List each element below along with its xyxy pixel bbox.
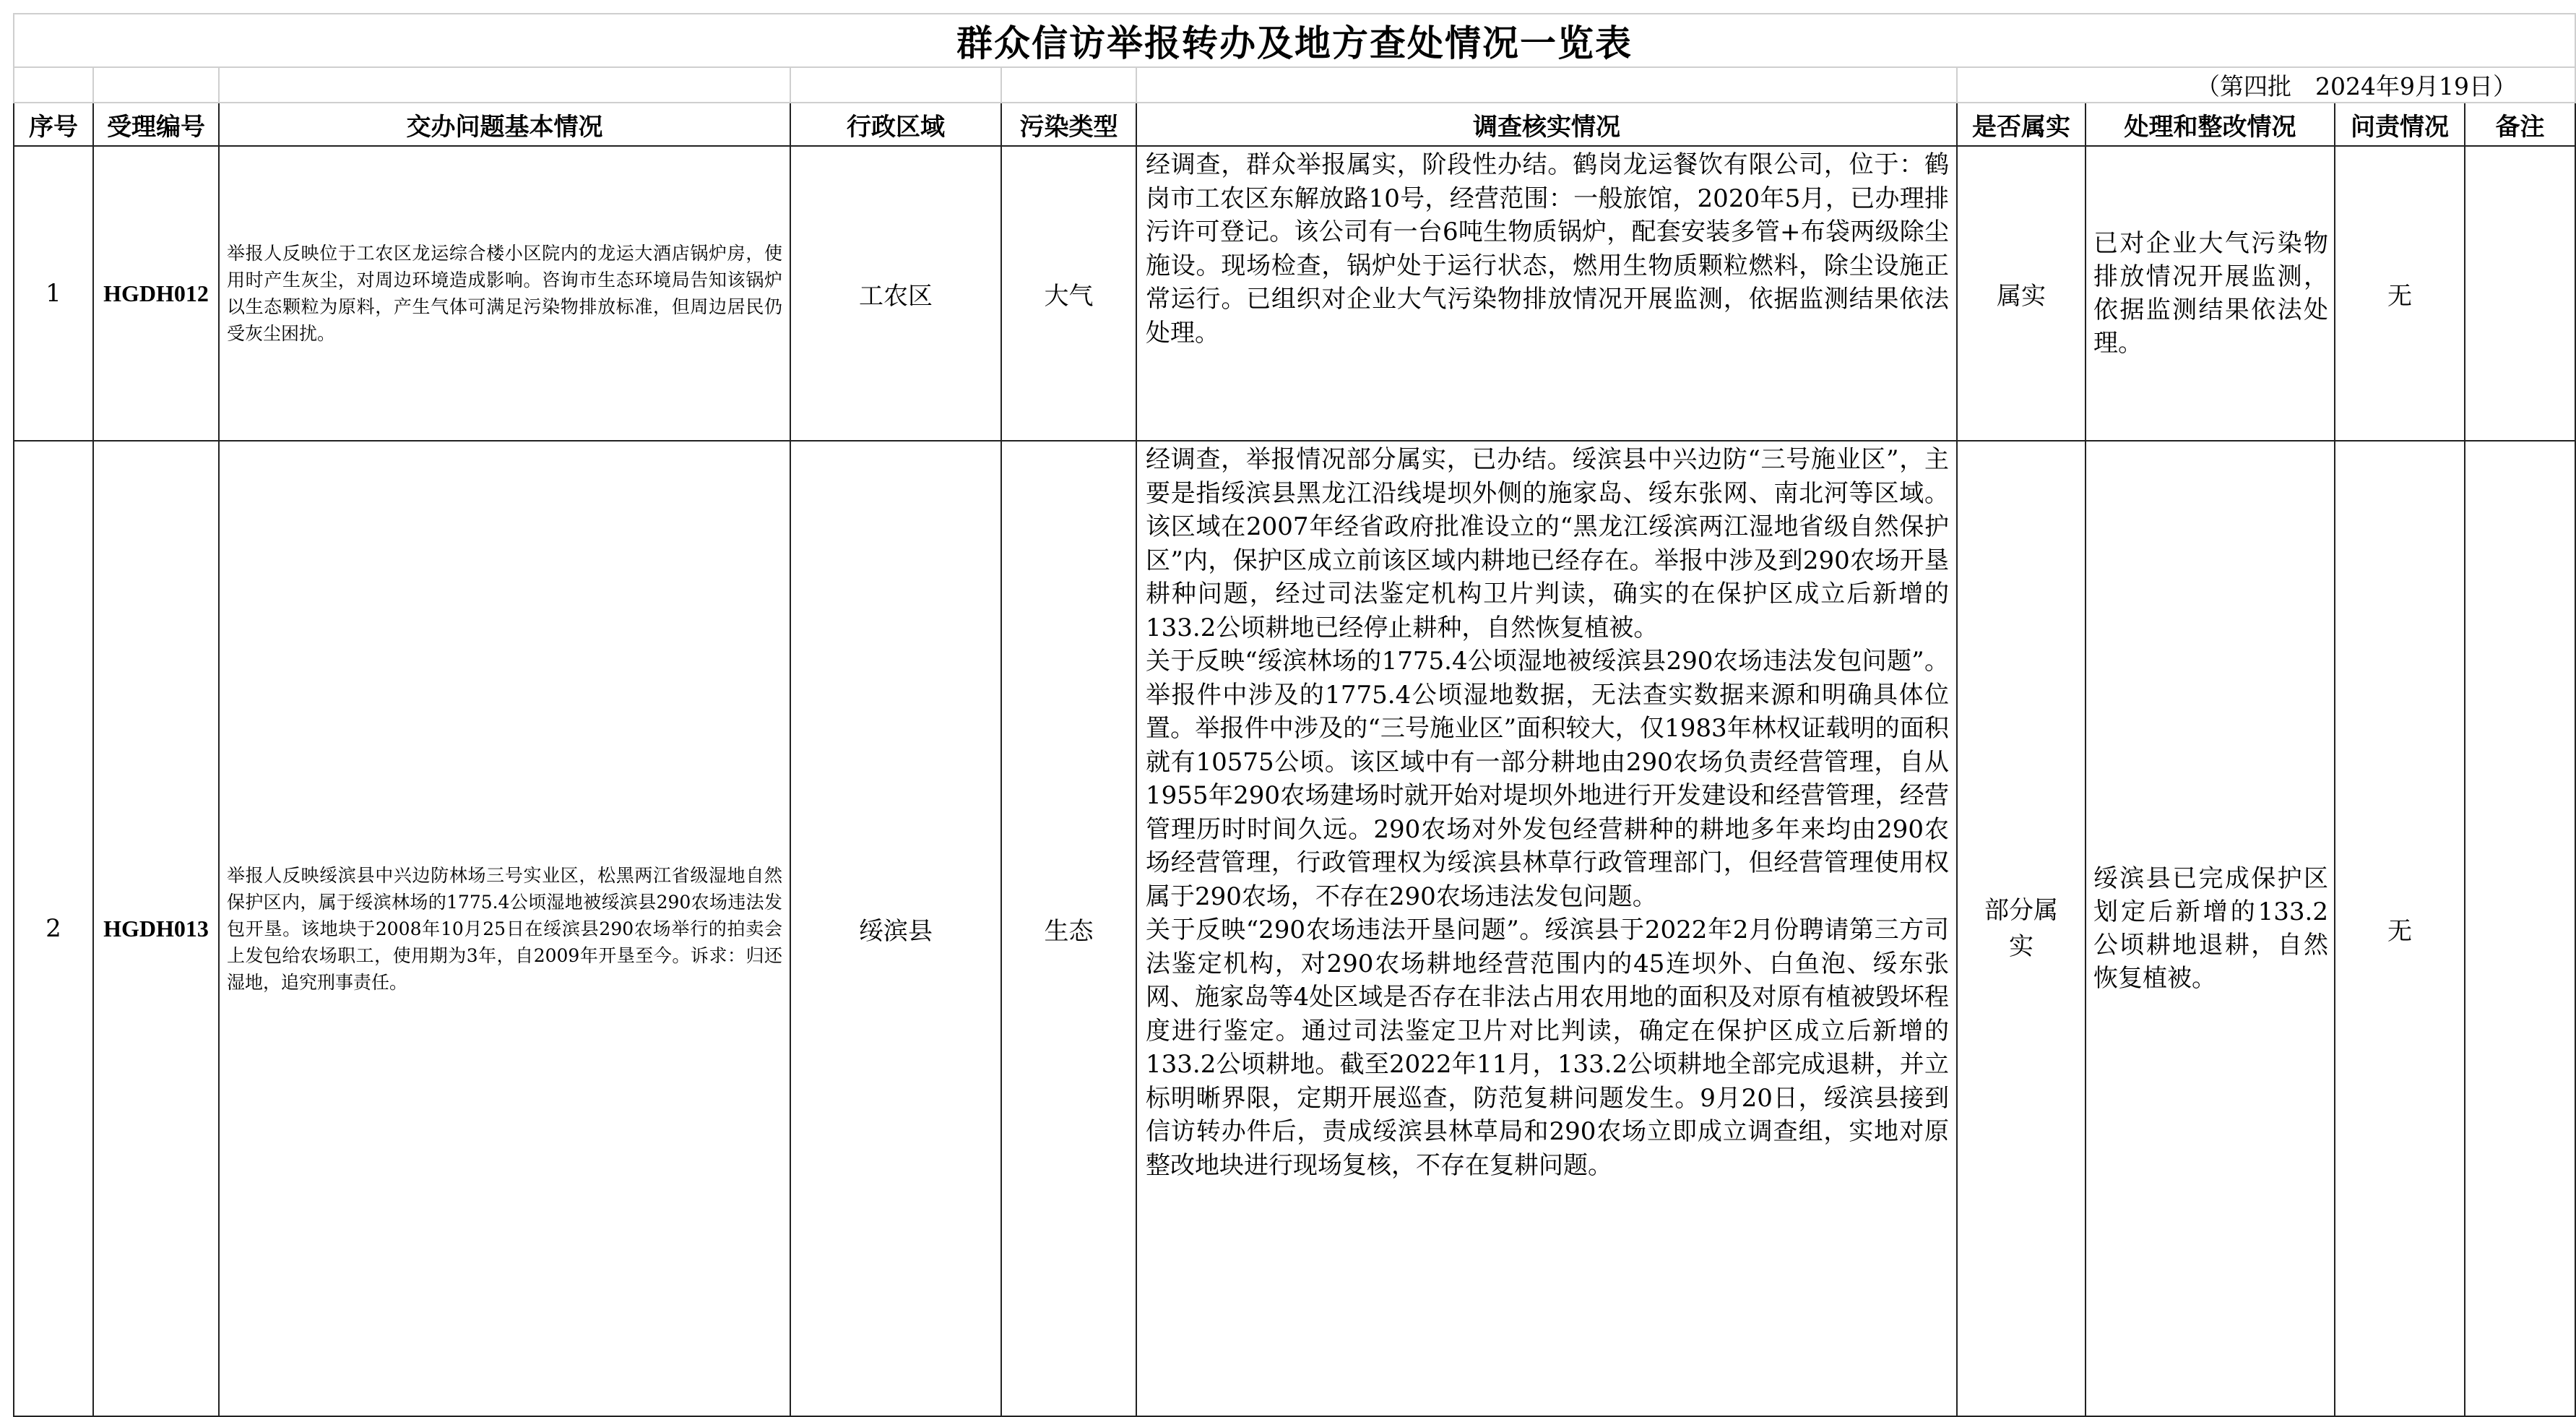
header-pollution: 污染类型 bbox=[1001, 103, 1136, 146]
row-handling: 已对企业大气污染物排放情况开展监测，依据监测结果依法处理。 bbox=[2086, 146, 2335, 441]
row-id: HGDH012 bbox=[93, 146, 219, 441]
table-row bbox=[14, 441, 2575, 1416]
blank-cell bbox=[790, 67, 1001, 103]
table-title: 群众信访举报转办及地方查处情况一览表 bbox=[14, 14, 2575, 67]
row-investigation bbox=[1136, 441, 1957, 1416]
header-accountability: 问责情况 bbox=[2335, 103, 2465, 146]
investigation-paragraph: 关于反映“绥滨林场的1775.4公顷湿地被绥滨县290农场违法发包问题”。举报件中涉及的1775.4公顷湿地数据，无法查实数据来源和明确具体位置。举报件中涉及的“三号施业区”面积较大，仅1983年林权证载明的面积就有10575公顷。该区域中有一部分耕地由290农场负责经营管理，自从1955年290农场建场时就开始对堤坝外地进行开发建设和经营管理，经营管理历时时间久远。290农场对外发包经营耕种的耕地多年来均由290农场经营管理，行政管理权为绥滨县林草行政管理部门，但经营管理使用权属于290农场，不存在290农场违法发包问题。 bbox=[1146, 647, 1949, 911]
batch-date: （第四批 2024年9月19日） bbox=[1957, 67, 2575, 103]
row-handling: 绥滨县已完成保护区划定后新增的133.2公顷耕地退耕，自然恢复植被。 bbox=[2086, 441, 2335, 1416]
row-issue: 举报人反映位于工农区龙运综合楼小区院内的龙运大酒店锅炉房，使用时产生灰尘，对周边环境造成影响。咨询市生态环境局告知该锅炉以生态颗粒为原料，产生气体可满足污染物排放标准，但周边居民仍受灰尘困扰。 bbox=[219, 146, 790, 441]
row-verified: 属实 bbox=[1957, 146, 2086, 441]
row-id: HGDH013 bbox=[93, 441, 219, 1416]
row-region: 工农区 bbox=[790, 146, 1001, 441]
header-remarks: 备注 bbox=[2465, 103, 2575, 146]
blank-cell bbox=[1136, 67, 1957, 103]
investigation-paragraph: 经调查，群众举报属实，阶段性办结。鹤岗龙运餐饮有限公司，位于：鹤岗市工农区东解放路10号，经营范围：一般旅馆，2020年5月，已办理排污许可登记。该公司有一台6吨生物质锅炉，配套安装多管+布袋两级除尘施设。现场检查，锅炉处于运行状态，燃用生物质颗粒燃料，除尘设施正常运行。已组织对企业大气污染物排放情况开展监测，依据监测结果依法处理。 bbox=[1146, 150, 1949, 348]
header-issue: 交办问题基本情况 bbox=[219, 103, 790, 146]
header-investigation: 调查核实情况 bbox=[1136, 103, 1957, 146]
row-investigation bbox=[1136, 146, 1957, 441]
header-no: 序号 bbox=[14, 103, 93, 146]
header-handling: 处理和整改情况 bbox=[2086, 103, 2335, 146]
blank-cell bbox=[219, 67, 790, 103]
header-id: 受理编号 bbox=[93, 103, 219, 146]
row-accountability: 无 bbox=[2335, 441, 2465, 1416]
row-remarks bbox=[2465, 146, 2575, 441]
row-remarks bbox=[2465, 441, 2575, 1416]
row-no: 2 bbox=[14, 441, 93, 1416]
report-sheet bbox=[13, 13, 2545, 1405]
row-pollution: 生态 bbox=[1001, 441, 1136, 1416]
row-verified: 部分属实 bbox=[1957, 441, 2086, 1416]
row-pollution: 大气 bbox=[1001, 146, 1136, 441]
investigation-paragraph: 关于反映“290农场违法开垦问题”。绥滨县于2022年2月份聘请第三方司法鉴定机构，对290农场耕地经营范围内的45连坝外、白鱼泡、绥东张网、施家岛等4处区域是否存在非法占用农用地的面积及对原有植被毁坏程度进行鉴定。通过司法鉴定卫片对比判读，确定在保护区成立后新增的133.2公顷耕地。截至2022年11月，133.2公顷耕地全部完成退耕，并立标明晰界限，定期开展巡查，防范复耕问题发生。9月20日，绥滨县接到信访转办件后，责成绥滨县林草局和290农场立即成立调查组，实地对原整改地块进行现场复核，不存在复耕问题。 bbox=[1146, 916, 1949, 1180]
row-issue: 举报人反映绥滨县中兴边防林场三号实业区，松黑两江省级湿地自然保护区内，属于绥滨林场的1775.4公顷湿地被绥滨县290农场违法发包开垦。该地块于2008年10月25日在绥滨县290农场举行的拍卖会上发包给农场职工，使用期为3年，自2009年开垦至今。诉求：归还湿地，追究刑事责任。 bbox=[219, 441, 790, 1416]
blank-cell bbox=[14, 67, 93, 103]
row-no: 1 bbox=[14, 146, 93, 441]
investigation-paragraph: 经调查，举报情况部分属实，已办结。绥滨县中兴边防“三号施业区”，主要是指绥滨县黑龙江沿线堤坝外侧的施家岛、绥东张网、南北河等区域。该区域在2007年经省政府批准设立的“黑龙江绥滨两江湿地省级自然保护区”内，保护区成立前该区域内耕地已经存在。举报中涉及到290农场开垦耕种问题，经过司法鉴定机构卫片判读，确实的在保护区成立后新增的133.2公顷耕地已经停止耕种，自然恢复植被。 bbox=[1146, 445, 1949, 642]
row-accountability: 无 bbox=[2335, 146, 2465, 441]
header-verified: 是否属实 bbox=[1957, 103, 2086, 146]
report-table bbox=[13, 13, 2576, 1417]
header-region: 行政区域 bbox=[790, 103, 1001, 146]
row-region: 绥滨县 bbox=[790, 441, 1001, 1416]
blank-cell bbox=[1001, 67, 1136, 103]
blank-cell bbox=[93, 67, 219, 103]
table-row bbox=[14, 146, 2575, 441]
header-row bbox=[14, 103, 2575, 146]
